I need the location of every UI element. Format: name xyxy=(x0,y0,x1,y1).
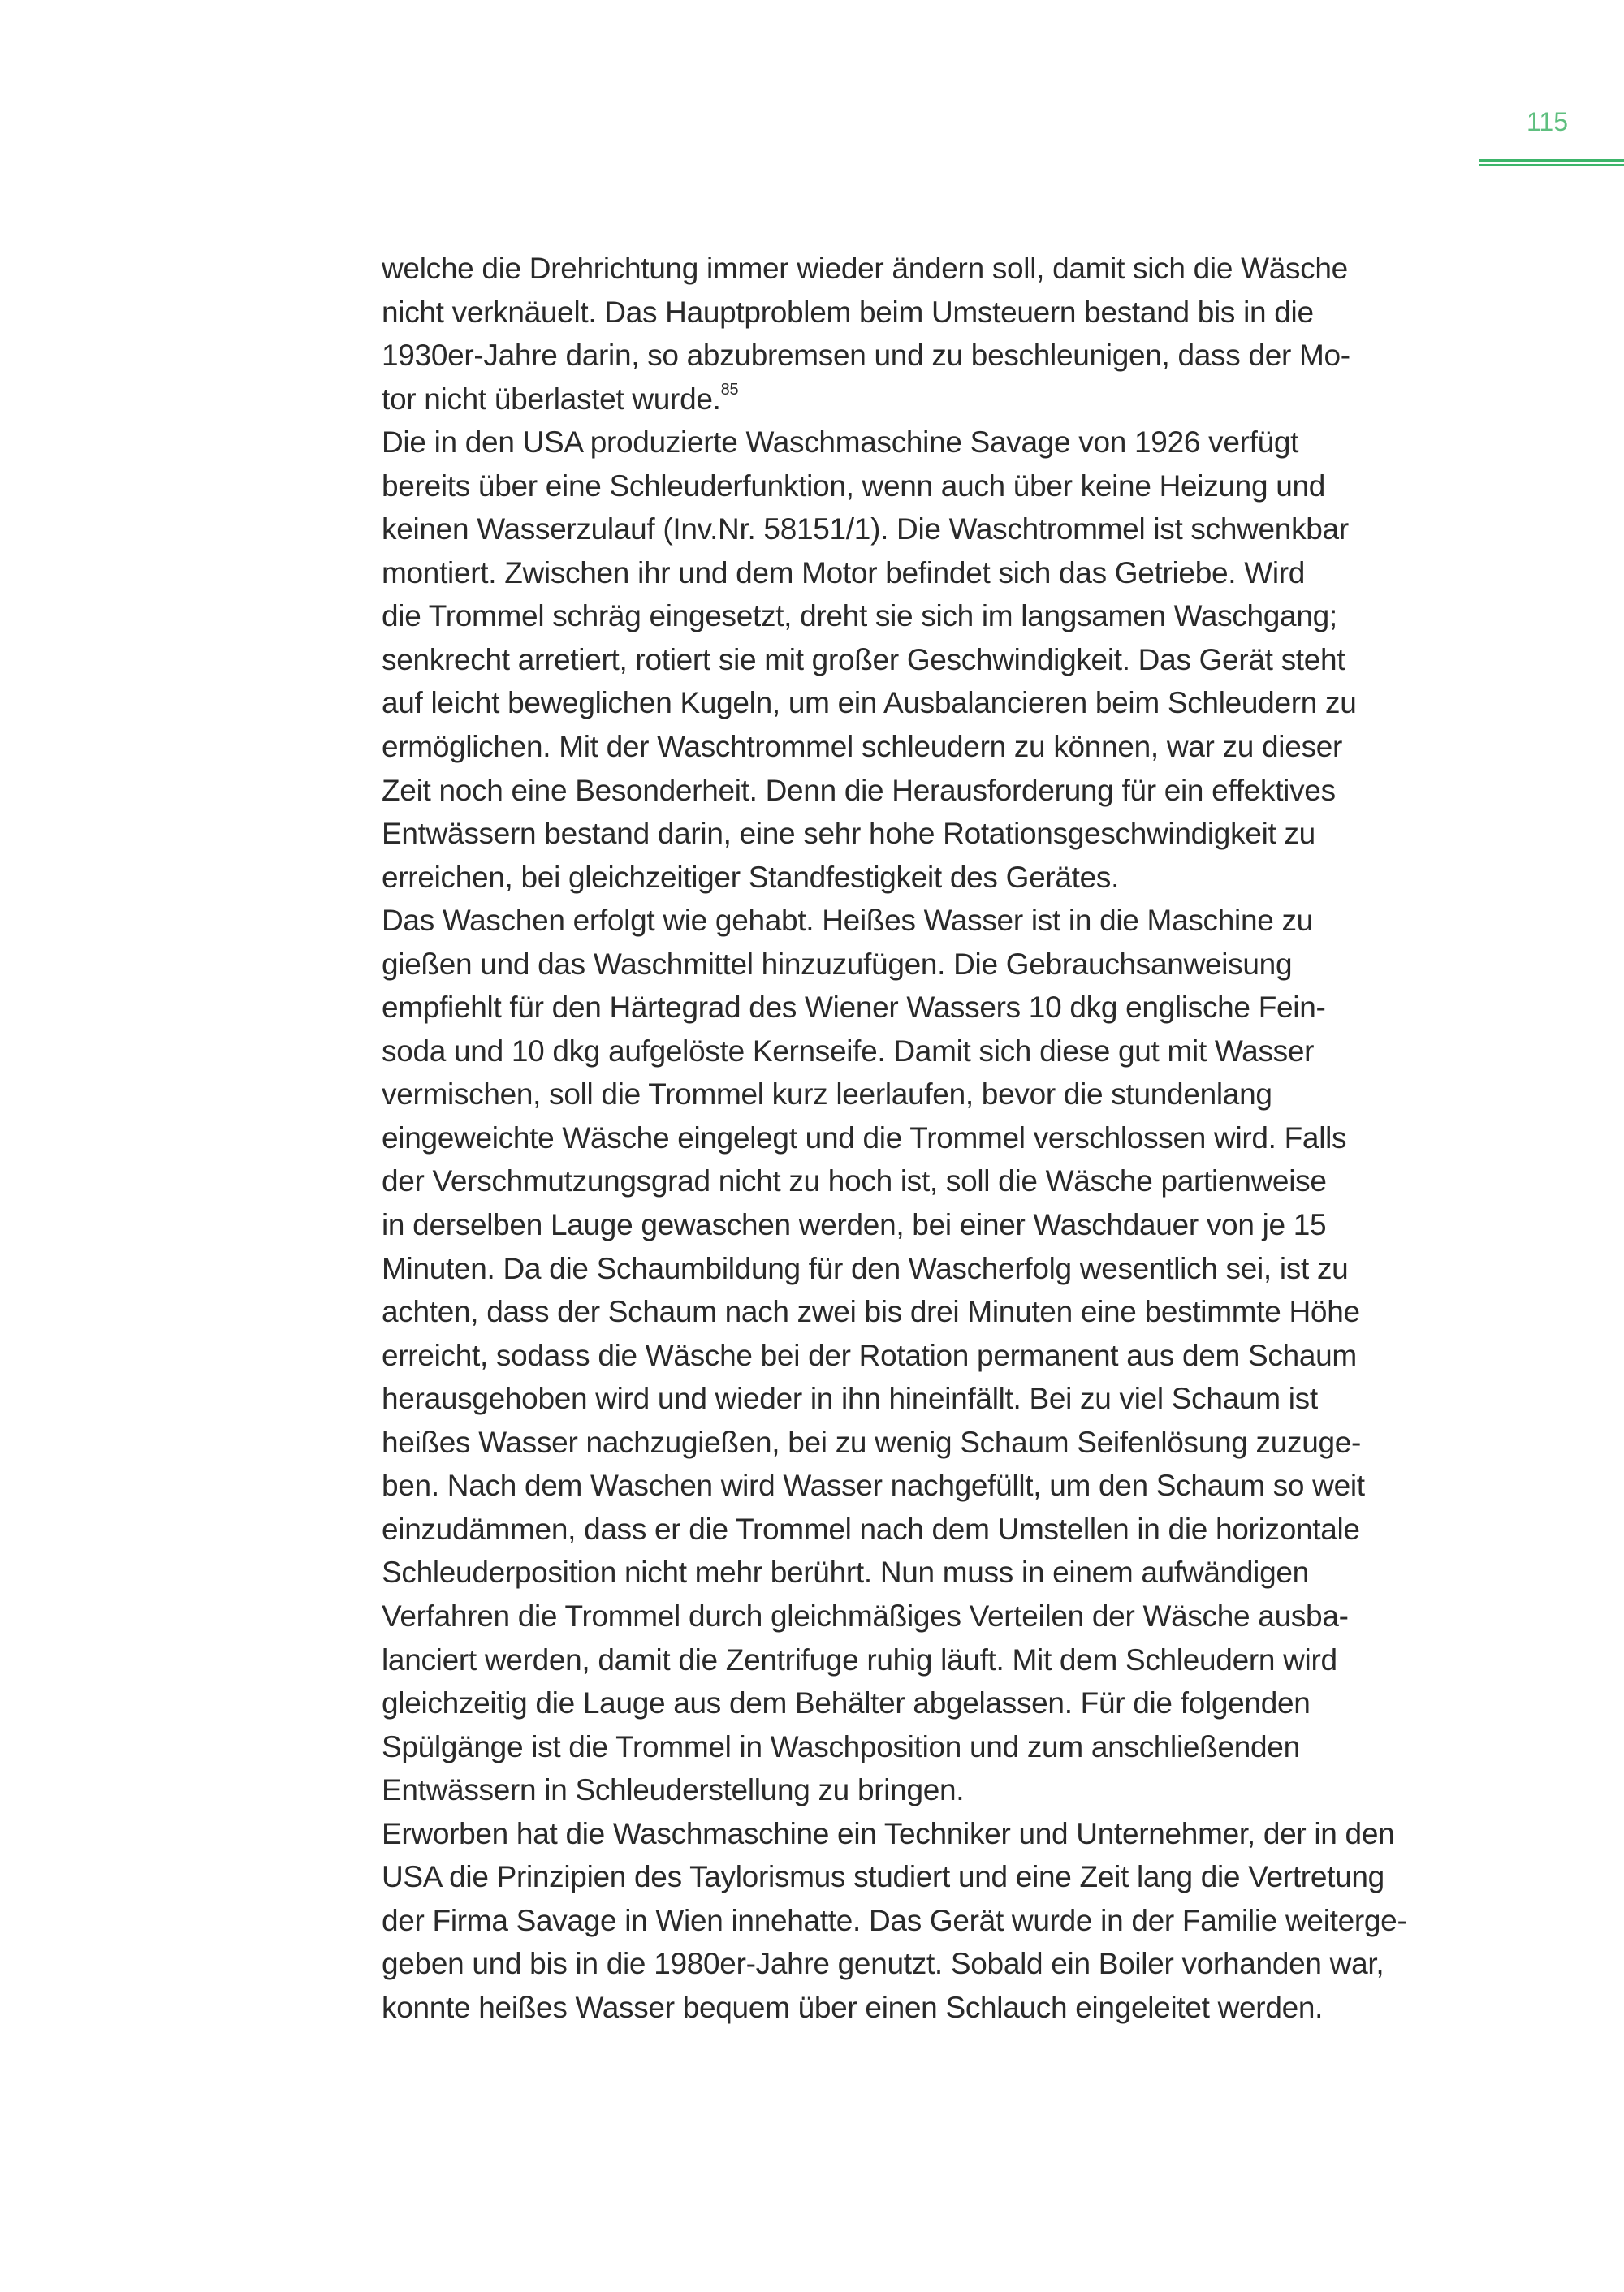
text-line xyxy=(382,681,1470,725)
text-line-content: vermischen, soll die Trommel kurz leerlaufen, bevor die stundenlang xyxy=(382,1077,1272,1111)
text-line xyxy=(382,1508,1470,1552)
text-line-content: die Trommel schräg eingesetzt, dreht sie sich im langsamen Waschgang; xyxy=(382,599,1337,633)
text-line-content: Entwässern in Schleuderstellung zu bringen. xyxy=(382,1773,965,1807)
text-line-content: welche die Drehrichtung immer wieder ändern soll, damit sich die Wäsche xyxy=(382,252,1348,285)
text-line xyxy=(382,1855,1470,1899)
text-line-content: bereits über eine Schleuderfunktion, wenn auch über keine Heizung und xyxy=(382,468,1326,503)
text-line-content: empfiehlt für den Härtegrad des Wiener Wassers 10 dkg englische Fein- xyxy=(382,991,1326,1025)
text-line-content: konnte heißes Wasser bequem über einen Schlauch eingeleitet werden. xyxy=(382,1990,1324,2024)
text-line-content: 1930er-Jahre darin, so abzubremsen und zu beschleunigen, dass der Mo- xyxy=(382,339,1350,373)
text-line xyxy=(382,943,1470,986)
text-line-content: gießen und das Waschmittel hinzuzufügen. Die Gebrauchsanweisung xyxy=(382,947,1293,981)
text-line-content: eingeweichte Wäsche eingelegt und die Trommel verschlossen wird. Falls xyxy=(382,1120,1347,1155)
text-line xyxy=(382,1464,1470,1508)
text-line xyxy=(382,725,1470,769)
text-line xyxy=(382,1681,1470,1725)
text-line-content: tor nicht überlastet wurde. xyxy=(382,382,721,416)
text-line-content: in derselben Lauge gewaschen werden, bei einer Waschdauer von je 15 xyxy=(382,1208,1327,1242)
text-line-content: Schleuderposition nicht mehr berührt. Nun muss in einem aufwändigen xyxy=(382,1556,1309,1590)
text-line xyxy=(382,769,1470,813)
text-line-content: Minuten. Da die Schaumbildung für den Wascherfolg wesentlich sei, ist zu xyxy=(382,1251,1349,1285)
header-rule-bottom xyxy=(1479,164,1624,166)
text-line xyxy=(382,247,1470,291)
text-line xyxy=(382,1377,1470,1421)
text-line xyxy=(382,551,1470,595)
text-line-content: Entwässern bestand darin, eine sehr hohe Rotationsgeschwindigkeit zu xyxy=(382,817,1315,851)
text-line xyxy=(382,1159,1470,1203)
text-line xyxy=(382,1768,1470,1812)
text-line xyxy=(382,421,1470,464)
text-line xyxy=(382,899,1470,943)
text-line xyxy=(382,1290,1470,1334)
text-line xyxy=(382,1421,1470,1465)
text-line xyxy=(382,1725,1470,1769)
text-line-content: einzudämmen, dass er die Trommel nach dem Umstellen in die horizontale xyxy=(382,1512,1360,1546)
text-line xyxy=(382,378,1470,421)
text-line xyxy=(382,1247,1470,1291)
text-line-content: ben. Nach dem Waschen wird Wasser nachgefüllt, um den Schaum so weit xyxy=(382,1469,1365,1503)
text-line xyxy=(382,1638,1470,1682)
text-line-content: montiert. Zwischen ihr und dem Motor befindet sich das Getriebe. Wird xyxy=(382,555,1306,589)
text-line-content: USA die Prinzipien des Taylorismus studiert und eine Zeit lang die Vertretung xyxy=(382,1860,1384,1894)
text-line xyxy=(382,1942,1470,1986)
text-line-content: der Verschmutzungsgrad nicht zu hoch ist, soll die Wäsche partienweise xyxy=(382,1164,1327,1198)
text-line xyxy=(382,464,1470,508)
text-line-content: geben und bis in die 1980er-Jahre genutzt. Sobald ein Boiler vorhanden war, xyxy=(382,1947,1384,1981)
text-line-content: auf leicht beweglichen Kugeln, um ein Ausbalancieren beim Schleudern zu xyxy=(382,686,1357,720)
text-line-content: erreichen, bei gleichzeitiger Standfestigkeit des Gerätes. xyxy=(382,860,1120,894)
footnote-reference[interactable]: 85 xyxy=(720,380,739,399)
text-line xyxy=(382,1899,1470,1943)
text-line xyxy=(382,507,1470,551)
text-line-content: nicht verknäuelt. Das Hauptproblem beim Umsteuern bestand bis in die xyxy=(382,295,1314,329)
text-line xyxy=(382,1073,1470,1116)
text-line-content: ermöglichen. Mit der Waschtrommel schleudern zu können, war zu dieser xyxy=(382,730,1342,764)
text-line-content: Die in den USA produzierte Waschmaschine Savage von 1926 verfügt xyxy=(382,425,1299,460)
text-line-content: erreicht, sodass die Wäsche bei der Rotation permanent aus dem Schaum xyxy=(382,1338,1357,1372)
text-line-content: lanciert werden, damit die Zentrifuge ruhig läuft. Mit dem Schleudern wird xyxy=(382,1642,1337,1677)
text-line xyxy=(382,1812,1470,1856)
page-number: 115 xyxy=(1527,107,1569,136)
text-line xyxy=(382,291,1470,335)
text-line-content: soda und 10 dkg aufgelöste Kernseife. Damit sich diese gut mit Wasser xyxy=(382,1034,1315,1068)
text-line xyxy=(382,856,1470,900)
text-line-content: Verfahren die Trommel durch gleichmäßiges Verteilen der Wäsche ausba- xyxy=(382,1599,1349,1633)
text-line xyxy=(382,1029,1470,1073)
header-rule-top xyxy=(1479,159,1624,162)
text-line-content: Zeit noch eine Besonderheit. Denn die Herausforderung für ein effektives xyxy=(382,773,1336,807)
text-line-content: gleichzeitig die Lauge aus dem Behälter abgelassen. Für die folgenden xyxy=(382,1686,1311,1720)
body-text xyxy=(382,247,1470,2029)
text-line-content: Spülgänge ist die Trommel in Waschposition und zum anschließenden xyxy=(382,1729,1300,1763)
text-line-content: keinen Wasserzulauf (Inv.Nr. 58151/1). Die Waschtrommel ist schwenkbar xyxy=(382,512,1349,546)
text-line xyxy=(382,334,1470,378)
text-line-content: heißes Wasser nachzugießen, bei zu wenig Schaum Seifenlösung zuzuge- xyxy=(382,1425,1362,1459)
text-line xyxy=(382,812,1470,856)
text-line xyxy=(382,1595,1470,1638)
text-line-content: senkrecht arretiert, rotiert sie mit großer Geschwindigkeit. Das Gerät steht xyxy=(382,642,1345,676)
text-line xyxy=(382,1334,1470,1378)
text-line-content: Das Waschen erfolgt wie gehabt. Heißes Wasser ist in die Maschine zu xyxy=(382,904,1313,938)
text-line xyxy=(382,1116,1470,1160)
text-line-content: achten, dass der Schaum nach zwei bis drei Minuten eine bestimmte Höhe xyxy=(382,1295,1360,1329)
text-line xyxy=(382,986,1470,1029)
text-line xyxy=(382,638,1470,682)
text-line-content: der Firma Savage in Wien innehatte. Das Gerät wurde in der Familie weiterge- xyxy=(382,1903,1407,1937)
text-line xyxy=(382,1986,1470,2030)
text-line xyxy=(382,1203,1470,1247)
text-line xyxy=(382,1551,1470,1595)
text-line-content: herausgehoben wird und wieder in ihn hineinfällt. Bei zu viel Schaum ist xyxy=(382,1382,1318,1416)
text-line-content: Erworben hat die Waschmaschine ein Techniker und Unternehmer, der in den xyxy=(382,1816,1395,1850)
text-line xyxy=(382,594,1470,638)
